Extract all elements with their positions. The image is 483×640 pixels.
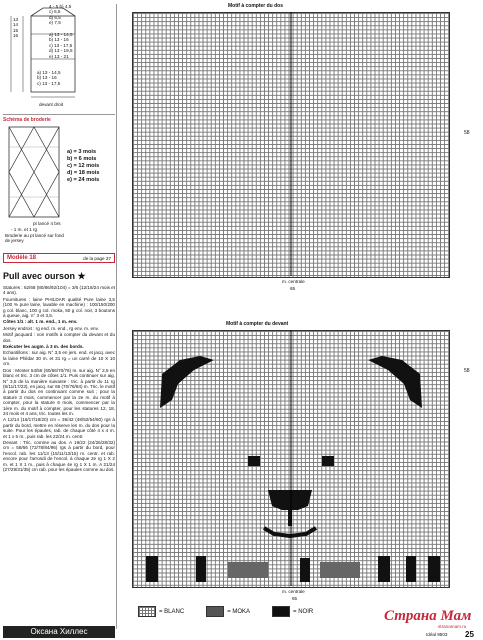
legend-moka: = MOKA [206,606,250,617]
modele-ref: de la page 37 [83,255,111,261]
knitting-schema [3,4,115,112]
section-divider [3,114,115,115]
blanc-swatch [138,606,156,617]
chart-top-overlay [132,12,450,278]
article-paragraph: Exécuter les augm. à 3 m. des bords. [3,344,84,350]
page-number: 25 [465,630,474,639]
left-column [3,4,115,473]
bear-right-eye [322,456,334,466]
article-paragraph: Côtes 1/1 : alt. 1 m. end., 1 m. env. [3,319,78,325]
chart-bottom-right-label: 58 [464,368,470,374]
modele-label: Modèle 18 [7,255,37,261]
bear-mouth [264,510,316,536]
chart-bottom-center-label: m. centrale [282,589,305,594]
article [3,271,115,472]
column-divider [116,4,117,629]
article-paragraph: Fournitures : laine PHILDAR qualité Pure laine 3,5 (100 % pure laine, lavable en machine) : 100/150/200 g col. blanc, 100 g col. moka, 50 g col. noir, 3 boutons à queue, aig. n° 3 et 3,5. [3,296,115,319]
size-item: b) = 6 mois [67,156,97,162]
article-body [3,285,115,472]
size-item: a) = 3 mois [67,149,97,155]
footer-credit: Оксана Хиллес [3,626,115,638]
watermark-url: stranamam.ru [438,624,467,629]
chart-top-title: Motif à compter du dos [228,3,283,9]
size-item: d) = 18 mois [67,170,100,176]
broderie-title: Schéma de broderie [3,117,51,123]
article-paragraph: Statures : 62/68 (80/86/92/104) = 3/6 (12/18/24 mois et 4 ans). [3,285,115,296]
schema-side-labels-a: a) 13 - 14,5 b) 13 - 16 c) 13 - 17,5 d) 13 - 19,5 e) 13 - 21 [49,32,73,59]
article-title: Pull avec ourson ★ [3,271,86,281]
chart-bottom-title: Motif à compter du devant [226,321,289,327]
broderie-diagram [5,125,65,221]
bear-right-ear [368,356,422,408]
broderie-caption-3: Broderie au pt lancé sur fond de jersey [5,233,64,244]
size-item: e) = 24 mois [67,177,100,183]
article-paragraph: Devant : Tric. comme au dos. A 19/22 (24/26/28/32) cm = 58/66 (72/78/84/96) rgs à partir du bord, pour l'encol. rab. les 11/13 (15/11/13/15) m. centr. et rab. encore pour l'arrondi de l'encol. à chaque 2e rg 1 X 2 m. et 1 X 1 m., puis à chaque 4e rg 1 X 1 m. A 21/24 (27/29/31/35) cm rab. pour les épaules comme au dos. [3,439,115,472]
schema-left-numbers: 13 14 15 16 [13,17,19,39]
broderie-section [3,117,115,245]
bear-bottom-blocks [146,556,440,582]
chart-top-right-label: 58 [464,130,470,136]
size-item: c) = 12 mois [67,163,100,169]
moka-swatch [206,606,224,617]
article-paragraph: A 12/14 (16/17/18/20) cm = 36/42 (48/52/54/60) rgs à partir du bord, mettre en réserve les m. du dos pour la suite. Pour les épaules, rab. de chaque côté 4 x 4 m. et 1 x 5 m., puis rab. les 22/24 m. centr. [3,417,115,439]
schema-top-labels: 4 - 5 b) 4,5 c) 5,5 d) 6,5 e) 7,5 [49,4,72,26]
broderie-caption-1: pt lancé 4 brs [33,221,61,226]
broderie-caption-2: - 1 m. et 1 rg [11,227,38,232]
chart-top-center-label: m. centrale [282,279,305,284]
legend-blanc: = BLANC [138,606,184,617]
broderie-sizes [67,149,100,184]
bear-left-eye [248,456,260,466]
legend-noir: = NOIR [272,606,313,617]
bear-left-ear [160,356,214,408]
chart-bottom-width-label: 65 [292,596,298,601]
modele-bar [3,253,115,263]
chart-top-width-label: 65 [290,286,296,291]
bear-nose [268,490,312,510]
watermark: Страна Мам [384,608,472,624]
article-paragraph: Jersey endroit : rg end. m. end., rg env. m. env. [3,325,99,331]
noir-swatch [272,606,290,617]
bear-motif [132,330,450,588]
article-paragraph: Echantillons : sur aig. N° 3,5 en jers. end. et jacq. avec la laine Phildar 30 m. et 31 rg = un carré de 10 X 10 cm. [3,350,115,367]
article-paragraph: Dos : Monter 54/58 (60/66/70/76) m. sur aig. N° 2,5 en blanc et tric. 3 cm de côtes 1/1. Puis continuer sur aig. N° 3,5 de la manière suivante : tric. à partir du 11 rg (8/11/17/23), en jacq. sur 66 (70/76/84) m. Tric. le motif à partir du dos en continuant comme suit ; pour la stature 3 mois, commencer par la 2e m. du motif à compter, pour la stature 6 mois, commencer par la 1ère m. du motif à compter, pour les statures 12, 18, 24 mois et 4 ans, tric. toutes les m. [3,367,115,416]
schema-footer: devant droit [39,102,64,107]
legend [138,606,313,617]
issue-label: Idéal 9503 [426,632,448,637]
schema-side-labels-b: a) 13 - 14,5 b) 13 - 16 c) 13 - 17,5 [37,70,61,86]
article-paragraph: Motif jacquard : voir motifs à compter du devant et du dos. [3,332,115,343]
